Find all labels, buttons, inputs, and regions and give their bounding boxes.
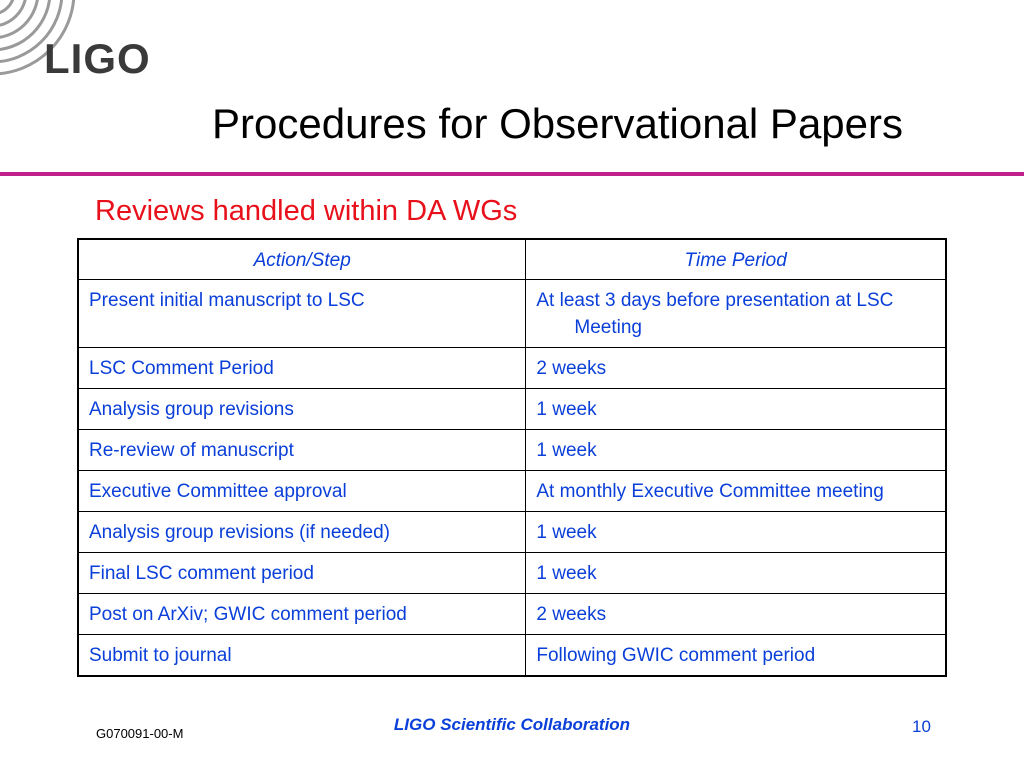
table-header-row <box>78 239 946 280</box>
table-row <box>78 635 946 677</box>
ligo-logo-text: LIGO <box>44 35 151 82</box>
action-cell: Re-review of manuscript <box>78 430 526 471</box>
procedure-table <box>77 238 947 677</box>
section-subtitle: Reviews handled within DA WGs <box>95 195 518 227</box>
time-cell: 1 week <box>526 430 946 471</box>
document-id: G070091-00-M <box>96 726 184 741</box>
table-row <box>78 553 946 594</box>
header-action-step: Action/Step <box>78 239 526 280</box>
time-cell: 1 week <box>526 512 946 553</box>
action-cell: Post on ArXiv; GWIC comment period <box>78 594 526 635</box>
action-cell: Present initial manuscript to LSC <box>78 280 526 348</box>
time-cell: 1 week <box>526 389 946 430</box>
table-row <box>78 430 946 471</box>
table-row <box>78 348 946 389</box>
action-cell: Final LSC comment period <box>78 553 526 594</box>
time-cell <box>526 280 946 348</box>
action-cell: Analysis group revisions (if needed) <box>78 512 526 553</box>
action-cell: Submit to journal <box>78 635 526 677</box>
action-cell: Executive Committee approval <box>78 471 526 512</box>
time-cell <box>526 471 946 512</box>
time-cell-text: At monthly Executive Committee meeting <box>536 481 884 502</box>
action-cell: Analysis group revisions <box>78 389 526 430</box>
table-row <box>78 512 946 553</box>
page-title: Procedures for Observational Papers <box>212 100 904 147</box>
table-row <box>78 471 946 512</box>
time-cell: 2 weeks <box>526 594 946 635</box>
time-cell: 2 weeks <box>526 348 946 389</box>
page-number: 10 <box>912 717 931 736</box>
time-cell: Following GWIC comment period <box>526 635 946 677</box>
time-cell: 1 week <box>526 553 946 594</box>
table-row <box>78 280 946 348</box>
table-row <box>78 594 946 635</box>
header-time-period: Time Period <box>526 239 946 280</box>
table-row <box>78 389 946 430</box>
action-cell: LSC Comment Period <box>78 348 526 389</box>
time-cell-text: At least 3 days before presentation at LSC Meeting <box>536 290 894 338</box>
footer-organization: LIGO Scientific Collaboration <box>393 715 631 734</box>
title-divider <box>0 172 1024 176</box>
